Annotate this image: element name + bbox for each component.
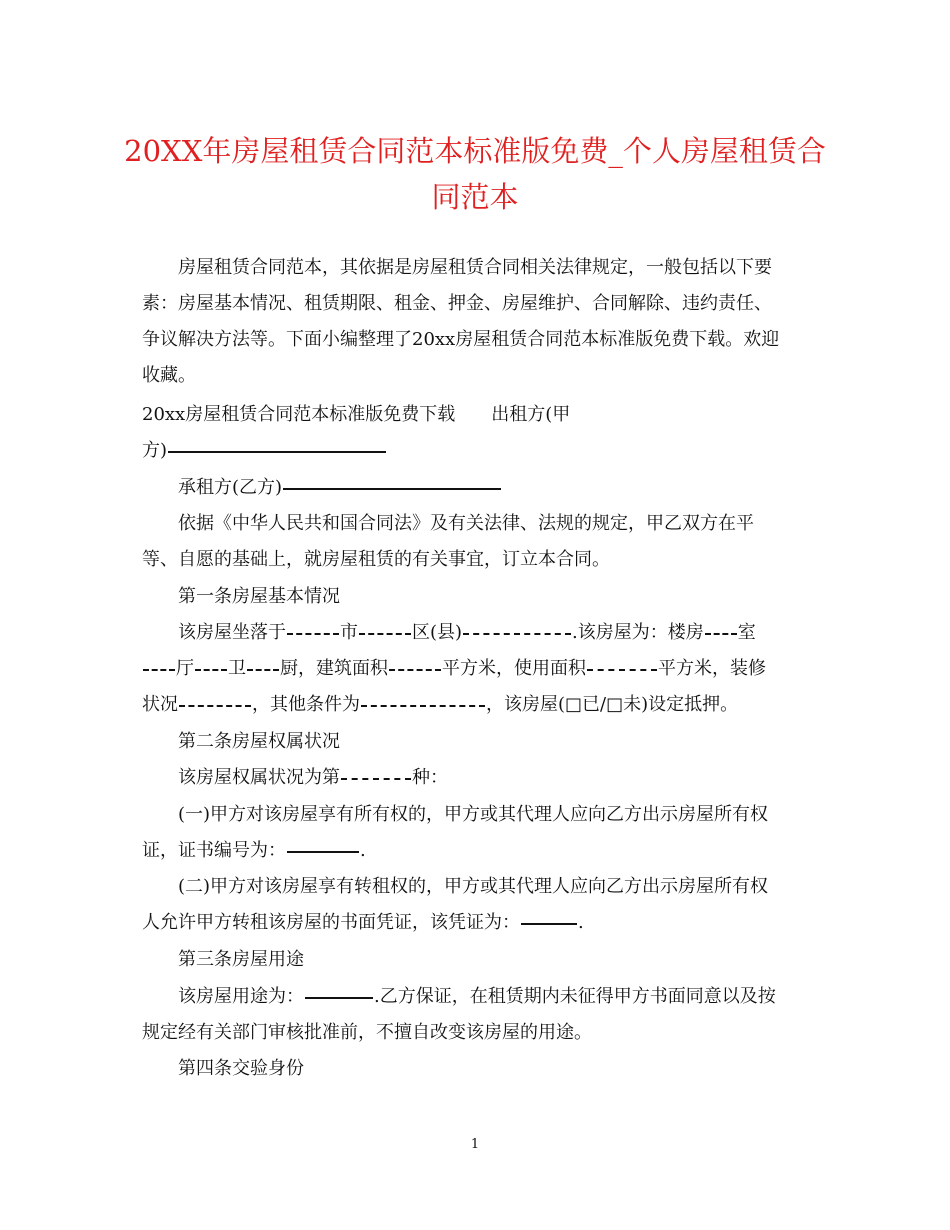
download-heading-line: 20xx房屋租赁合同范本标准版免费下载 出租方(甲 — [142, 404, 571, 425]
lessor-blank[interactable] — [168, 451, 386, 453]
basis-line-2: 等、自愿的基础上，就房屋租赁的有关事宜，订立本合同。 — [142, 549, 610, 570]
room-count-blank[interactable] — [705, 633, 737, 635]
text: 人允许甲方转租该房屋的书面凭证，该凭证为： — [142, 912, 520, 933]
kitchen-count-blank[interactable] — [247, 669, 279, 671]
building-area-blank[interactable] — [389, 669, 441, 671]
page-number: 1 — [470, 1137, 480, 1152]
text: 该房屋坐落于 — [178, 622, 286, 643]
article-3-line-2: 规定经有关部门审核批准前，不擅自改变该房屋的用途。 — [142, 1022, 592, 1043]
intro-line-4: 收藏。 — [142, 365, 196, 386]
usable-area-blank[interactable] — [587, 669, 657, 671]
usage-blank[interactable] — [305, 997, 373, 999]
intro-line-2: 素：房屋基本情况、租赁期限、租金、押金、房屋维护、合同解除、违约责任、 — [142, 293, 772, 314]
clause-2-line-1: (二)甲方对该房屋享有转租权的，甲方或其代理人应向乙方出示房屋所有权 — [178, 876, 769, 897]
lessee-line — [178, 476, 502, 500]
text: 厅 — [176, 658, 194, 679]
text: 平方米，使用面积 — [442, 658, 586, 679]
text: 该房屋权属状况为第 — [178, 767, 340, 788]
city-blank[interactable] — [287, 633, 339, 635]
clause-2-line-2 — [142, 911, 584, 935]
district-blank[interactable] — [359, 633, 411, 635]
text: .乙方保证，在租赁期内未征得甲方书面同意以及按 — [374, 986, 776, 1007]
document-title: 20XX年房屋租赁合同范本标准版免费_个人房屋租赁合同范本 — [124, 134, 826, 214]
article-4-title: 第四条交验身份 — [178, 1058, 304, 1079]
basis-line-1: 依据《中华人民共和国合同法》及有关法律、法规的规定，甲乙双方在平 — [178, 513, 754, 534]
lessor-label: 方) — [142, 440, 168, 461]
text: . — [360, 840, 366, 861]
intro-line-3: 争议解决方法等。下面小编整理了20xx房屋租赁合同范本标准版免费下载。欢迎 — [142, 329, 780, 350]
text: 状况 — [142, 694, 178, 715]
text: 该房屋用途为： — [178, 986, 304, 1007]
text: ，其他条件为 — [252, 694, 360, 715]
intro-line-1: 房屋租赁合同范本，其依据是房屋租赁合同相关法律规定，一般包括以下要 — [178, 257, 772, 278]
text: 种： — [412, 767, 448, 788]
text: .该房屋为：楼房 — [572, 622, 704, 643]
decoration-blank[interactable] — [179, 705, 251, 707]
clause-1-line-2 — [142, 839, 366, 863]
hall-count-blank[interactable] — [143, 669, 175, 671]
text: 室 — [737, 622, 756, 643]
lessee-blank[interactable] — [283, 488, 501, 490]
bathroom-count-blank[interactable] — [195, 669, 227, 671]
text: 平方米，装修 — [658, 658, 766, 679]
text: 证，证书编号为： — [142, 840, 286, 861]
certificate-blank[interactable] — [521, 923, 577, 925]
other-conditions-blank[interactable] — [361, 705, 485, 707]
text: 区(县) — [412, 622, 463, 643]
article-1-line-3 — [142, 693, 738, 717]
text: . — [578, 912, 584, 933]
article-1-title: 第一条房屋基本情况 — [178, 586, 340, 607]
lessee-label: 承租方(乙方) — [178, 477, 283, 498]
article-3-title: 第三条房屋用途 — [178, 949, 304, 970]
article-3-line-1 — [178, 985, 776, 1009]
clause-1-line-1: (一)甲方对该房屋享有所有权的，甲方或其代理人应向乙方出示房屋所有权 — [178, 804, 769, 825]
article-1-line-2 — [142, 657, 766, 681]
text: ，该房屋(□已/□未)设定抵押。 — [486, 694, 739, 715]
article-2-line-1 — [178, 766, 448, 790]
text: 厨，建筑面积 — [280, 658, 388, 679]
lessor-line — [142, 439, 387, 463]
address-blank[interactable] — [463, 633, 571, 635]
certificate-number-blank[interactable] — [287, 851, 359, 853]
ownership-type-blank[interactable] — [341, 778, 411, 780]
article-2-title: 第二条房屋权属状况 — [178, 731, 340, 752]
article-1-line-1 — [178, 621, 756, 645]
text: 市 — [340, 622, 358, 643]
text: 卫 — [228, 658, 246, 679]
